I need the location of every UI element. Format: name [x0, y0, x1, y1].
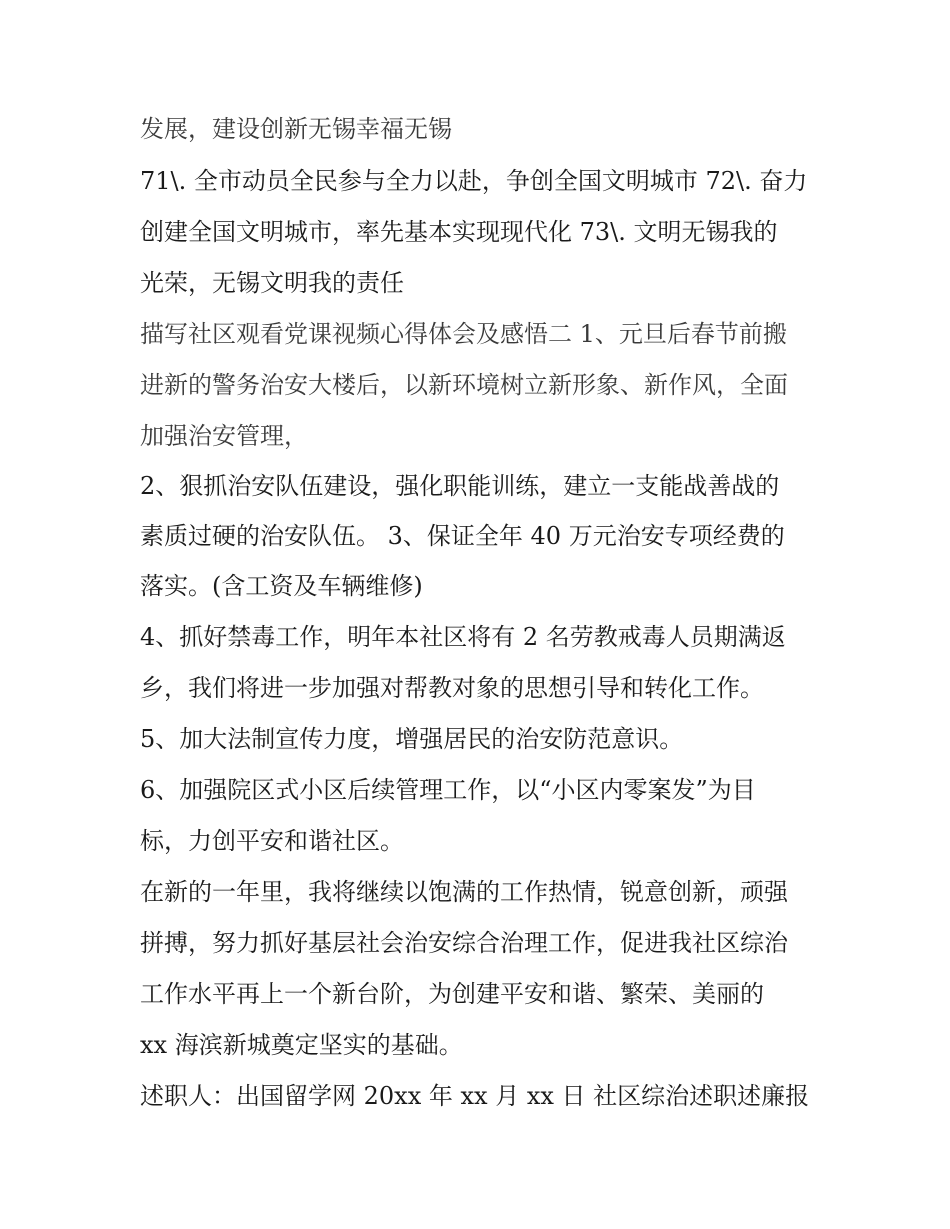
text-line: 发展，建设创新无锡幸福无锡: [140, 115, 452, 143]
text-line: 工作水平再上一个新台阶，为创建平安和谐、繁荣、美丽的: [140, 980, 764, 1008]
text-line: 拼搏，努力抓好基层社会治安综合治理工作，促进我社区综治: [140, 929, 788, 957]
text-line: 进新的警务治安大楼后，以新环境树立新形象、新作风，全面: [140, 371, 788, 399]
text-line: 2、狠抓治安队伍建设，强化职能训练，建立一支能战善战的: [140, 472, 780, 500]
text-line: 乡，我们将进一步加强对帮教对象的思想引导和转化工作。: [140, 674, 764, 702]
text-line: 标，力创平安和谐社区。: [140, 827, 404, 855]
text-line: 创建全国文明城市，率先基本实现现代化 73\. 文明无锡我的: [140, 218, 778, 246]
text-line: xx 海滨新城奠定坚实的基础。: [140, 1031, 463, 1059]
text-line: 5、加大法制宣传力度，增强居民的治安防范意识。: [140, 725, 684, 753]
text-line: 71\. 全市动员全民参与全力以赴，争创全国文明城市 72\. 奋力: [140, 167, 808, 195]
text-line: 光荣，无锡文明我的责任: [140, 269, 404, 297]
text-line: 加强治安管理，: [140, 422, 308, 450]
text-line: 4、抓好禁毒工作，明年本社区将有 2 名劳教戒毒人员期满返: [140, 623, 786, 651]
text-line: 落实。(含工资及车辆维修): [140, 572, 423, 600]
text-line: 描写社区观看党课视频心得体会及感悟二 1、元旦后春节前搬: [140, 320, 787, 348]
text-line: 6、加强院区式小区后续管理工作，以“小区内零案发”为目: [140, 776, 756, 804]
text-line: 述职人：出国留学网 20xx 年 xx 月 xx 日 社区综治述职述廉报: [140, 1082, 810, 1110]
text-line: 在新的一年里，我将继续以饱满的工作热情，锐意创新，顽强: [140, 878, 788, 906]
text-line: 素质过硬的治安队伍。 3、保证全年 40 万元治安专项经费的: [140, 522, 785, 550]
